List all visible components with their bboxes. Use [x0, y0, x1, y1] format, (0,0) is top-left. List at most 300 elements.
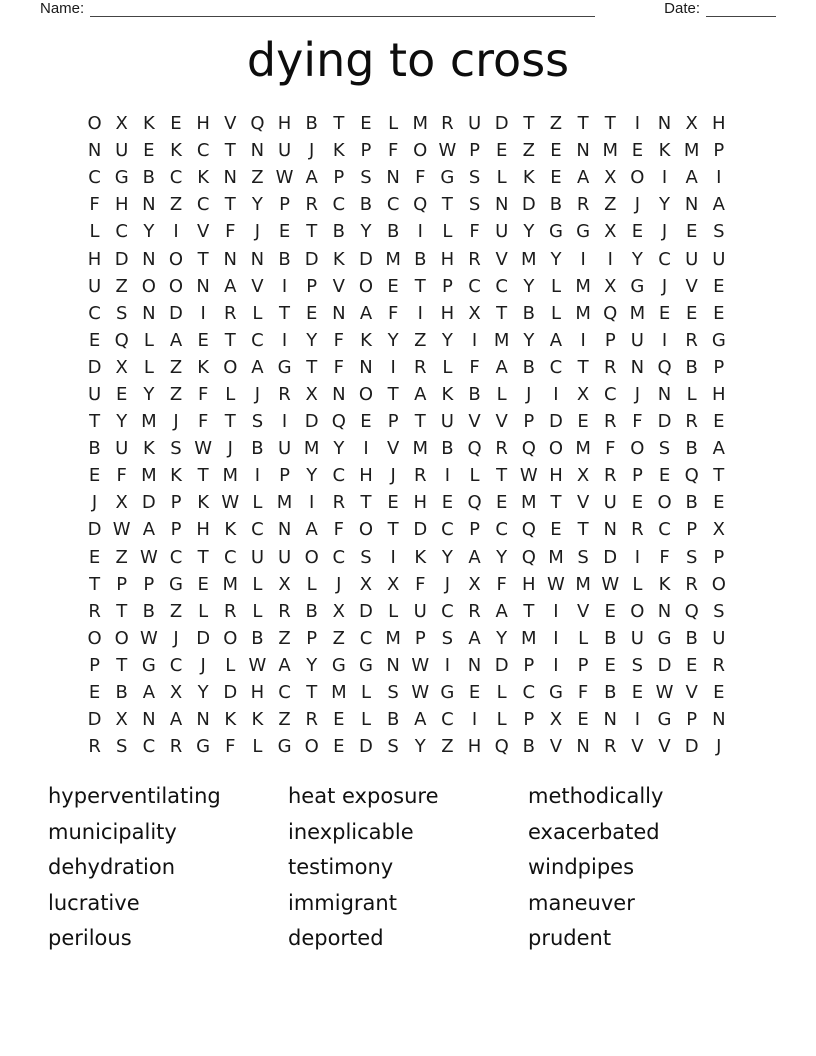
- grid-letter: F: [225, 221, 236, 243]
- grid-letter: B: [142, 600, 156, 622]
- grid-letter: E: [197, 329, 209, 351]
- grid-letter: S: [360, 546, 372, 568]
- grid-letter: G: [630, 275, 645, 297]
- grid-letter: I: [281, 275, 288, 297]
- grid-letter: F: [116, 465, 127, 487]
- grid-letter: M: [222, 465, 239, 487]
- grid-letter: E: [387, 492, 399, 514]
- grid-letter: K: [142, 113, 155, 135]
- grid-letter: K: [170, 140, 182, 162]
- word-list-item: perilous: [48, 926, 132, 951]
- grid-letter: C: [142, 736, 156, 758]
- grid-letter: W: [248, 654, 267, 676]
- grid-letter: U: [603, 492, 617, 514]
- grid-letter: U: [712, 248, 726, 270]
- grid-letter: X: [712, 519, 725, 541]
- grid-letter: A: [142, 519, 156, 541]
- grid-letter: Z: [549, 113, 563, 135]
- grid-letter: E: [441, 492, 454, 514]
- grid-letter: V: [386, 438, 400, 460]
- grid-letter: C: [603, 383, 617, 405]
- grid-letter: K: [658, 573, 671, 595]
- grid-letter: M: [412, 113, 429, 135]
- grid-letter: G: [196, 736, 211, 758]
- grid-letter: M: [412, 438, 429, 460]
- grid-letter: J: [526, 383, 532, 405]
- grid-letter: P: [360, 140, 372, 162]
- grid-letter: U: [630, 627, 644, 649]
- grid-letter: H: [467, 736, 482, 758]
- grid-letter: G: [657, 709, 672, 731]
- grid-letter: F: [496, 573, 507, 595]
- grid-letter: X: [576, 465, 590, 487]
- grid-letter: W: [221, 492, 240, 514]
- grid-letter: M: [385, 248, 401, 270]
- grid-letter: N: [467, 654, 482, 676]
- grid-letter: J: [336, 573, 342, 595]
- grid-letter: O: [223, 627, 238, 649]
- grid-letter: L: [360, 682, 371, 704]
- grid-letter: C: [495, 275, 508, 297]
- grid-letter: F: [333, 329, 345, 351]
- word-list-column: [288, 779, 528, 957]
- grid-letter: D: [304, 248, 319, 270]
- grid-letter: L: [496, 709, 507, 731]
- grid-letter: B: [251, 438, 264, 460]
- grid-letter: H: [549, 465, 563, 487]
- grid-letter: L: [442, 221, 453, 243]
- grid-letter: J: [634, 383, 641, 405]
- grid-letter: H: [712, 383, 726, 405]
- grid-letter: W: [275, 167, 294, 189]
- grid-letter: E: [604, 600, 616, 622]
- grid-letter: E: [713, 411, 725, 433]
- grid-letter: P: [116, 573, 128, 595]
- grid-letter: I: [390, 356, 396, 378]
- grid-letter: Y: [523, 221, 535, 243]
- grid-letter: G: [548, 221, 563, 243]
- grid-letter: I: [661, 167, 668, 189]
- grid-letter: T: [713, 465, 725, 487]
- grid-letter: I: [173, 221, 179, 243]
- grid-letter: F: [333, 356, 345, 378]
- grid-letter: D: [521, 194, 536, 216]
- grid-letter: A: [549, 329, 563, 351]
- grid-letter: C: [278, 682, 291, 704]
- grid-letter: U: [712, 627, 726, 649]
- grid-letter: V: [631, 736, 644, 758]
- grid-letter: N: [142, 248, 156, 270]
- grid-letter: S: [713, 221, 725, 243]
- grid-letter: C: [223, 546, 237, 568]
- grid-letter: R: [468, 248, 481, 270]
- grid-letter: N: [386, 167, 400, 189]
- grid-letter: U: [277, 438, 292, 460]
- grid-letter: G: [711, 329, 726, 351]
- grid-letter: N: [576, 140, 590, 162]
- grid-letter: A: [712, 194, 725, 216]
- grid-letter: R: [603, 465, 617, 487]
- grid-letter: E: [197, 573, 209, 595]
- grid-letter: M: [331, 682, 347, 704]
- grid-letter: H: [114, 194, 129, 216]
- grid-letter: C: [169, 654, 183, 676]
- grid-letter: I: [580, 329, 586, 351]
- grid-letter: E: [550, 519, 562, 541]
- grid-letter: X: [386, 573, 400, 595]
- grid-letter: K: [332, 248, 345, 270]
- grid-letter: B: [305, 600, 318, 622]
- grid-letter: X: [468, 302, 481, 324]
- grid-letter: C: [332, 546, 346, 568]
- grid-letter: W: [411, 682, 430, 704]
- grid-letter: N: [250, 248, 265, 270]
- grid-letter: C: [386, 194, 400, 216]
- grid-letter: T: [414, 411, 426, 433]
- grid-letter: L: [496, 167, 507, 189]
- grid-letter: D: [657, 654, 672, 676]
- word-list-item: hyperventilating: [48, 784, 221, 808]
- grid-letter: Z: [278, 627, 291, 649]
- grid-letter: W: [139, 546, 158, 568]
- grid-letter: V: [196, 221, 210, 243]
- grid-letter: T: [306, 682, 318, 704]
- grid-letter: R: [603, 411, 617, 433]
- grid-letter: F: [577, 682, 589, 704]
- grid-letter: D: [87, 356, 102, 378]
- grid-letter: X: [604, 221, 617, 243]
- grid-letter: B: [441, 438, 454, 460]
- grid-letter: H: [440, 248, 455, 270]
- grid-letter: Z: [441, 736, 454, 758]
- grid-letter: L: [388, 600, 399, 622]
- grid-letter: O: [358, 275, 374, 297]
- grid-letter: C: [549, 356, 563, 378]
- grid-letter: X: [278, 573, 291, 595]
- grid-letter: B: [685, 492, 698, 514]
- grid-letter: G: [331, 654, 346, 676]
- grid-letter: T: [577, 113, 589, 135]
- grid-letter: N: [223, 248, 237, 270]
- grid-letter: M: [575, 275, 591, 297]
- word-list-item: heat exposure: [288, 784, 439, 808]
- grid-letter: F: [659, 546, 670, 568]
- grid-letter: G: [576, 221, 591, 243]
- grid-letter: O: [87, 113, 102, 135]
- word-list-item: lucrative: [48, 890, 140, 915]
- grid-letter: O: [114, 627, 129, 649]
- grid-letter: I: [634, 546, 641, 568]
- grid-letter: Y: [523, 329, 535, 351]
- word-list-column: [528, 779, 768, 957]
- grid-letter: I: [281, 329, 288, 351]
- grid-letter: C: [88, 302, 101, 324]
- grid-letter: E: [577, 709, 589, 731]
- grid-letter: I: [580, 248, 586, 270]
- grid-letter: T: [577, 356, 589, 378]
- grid-letter: N: [712, 709, 726, 731]
- grid-letter: Z: [169, 383, 183, 405]
- grid-letter: Y: [659, 194, 671, 216]
- word-search-grid: [81, 110, 732, 760]
- grid-letter: I: [309, 492, 315, 514]
- grid-letter: L: [388, 113, 399, 135]
- grid-letter: T: [224, 411, 236, 433]
- grid-letter: G: [359, 654, 373, 676]
- grid-letter: P: [306, 275, 318, 297]
- grid-letter: B: [468, 383, 481, 405]
- grid-letter: C: [196, 140, 210, 162]
- grid-letter: T: [550, 492, 562, 514]
- grid-letter: A: [685, 167, 698, 189]
- word-list-item: prudent: [528, 926, 612, 951]
- grid-letter: O: [413, 140, 428, 162]
- grid-letter: F: [387, 302, 399, 324]
- grid-letter: A: [169, 329, 183, 351]
- grid-letter: M: [683, 140, 700, 162]
- grid-letter: Y: [631, 248, 643, 270]
- grid-letter: A: [495, 356, 508, 378]
- grid-letter: C: [441, 519, 454, 541]
- grid-letter: I: [200, 302, 206, 324]
- grid-letter: P: [686, 519, 698, 541]
- grid-letter: D: [359, 600, 373, 622]
- grid-letter: E: [685, 221, 698, 243]
- grid-letter: Y: [143, 383, 155, 405]
- grid-letter: P: [604, 329, 616, 351]
- grid-letter: M: [521, 492, 537, 514]
- grid-letter: O: [304, 736, 319, 758]
- grid-letter: A: [468, 627, 481, 649]
- grid-letter: Y: [387, 329, 399, 351]
- grid-letter: N: [684, 194, 699, 216]
- grid-letter: W: [519, 465, 538, 487]
- grid-letter: J: [254, 221, 261, 243]
- grid-letter: V: [332, 275, 345, 297]
- grid-letter: U: [250, 546, 264, 568]
- grid-letter: A: [169, 709, 183, 731]
- grid-letter: J: [444, 573, 451, 595]
- name-label: Name:: [40, 0, 85, 17]
- word-list-column: [48, 779, 288, 957]
- grid-letter: K: [170, 465, 182, 487]
- grid-letter: O: [168, 275, 184, 297]
- grid-letter: O: [630, 167, 645, 189]
- grid-letter: N: [657, 113, 672, 135]
- grid-letter: I: [444, 654, 451, 676]
- grid-letter: K: [197, 167, 210, 189]
- grid-letter: T: [387, 519, 399, 541]
- grid-letter: W: [601, 573, 620, 595]
- grid-letter: C: [495, 519, 508, 541]
- grid-letter: N: [603, 709, 617, 731]
- grid-letter: D: [87, 519, 102, 541]
- grid-letter: L: [252, 492, 263, 514]
- grid-letter: O: [657, 492, 672, 514]
- grid-letter: X: [115, 492, 128, 514]
- grid-letter: S: [468, 194, 481, 216]
- grid-letter: T: [197, 465, 209, 487]
- grid-letter: P: [469, 140, 480, 162]
- grid-letter: F: [89, 194, 100, 216]
- grid-letter: C: [196, 194, 210, 216]
- grid-letter: P: [523, 411, 535, 433]
- grid-letter: G: [440, 167, 455, 189]
- grid-letter: S: [577, 546, 589, 568]
- grid-letter: U: [87, 275, 102, 297]
- grid-letter: U: [87, 383, 102, 405]
- grid-letter: O: [711, 573, 726, 595]
- grid-letter: Z: [169, 194, 183, 216]
- grid-letter: U: [495, 221, 509, 243]
- grid-letter: N: [223, 167, 237, 189]
- grid-letter: T: [604, 113, 616, 135]
- grid-letter: K: [522, 167, 535, 189]
- grid-letter: T: [577, 519, 589, 541]
- grid-letter: E: [658, 465, 671, 487]
- grid-letter: P: [713, 546, 725, 568]
- grid-letter: R: [332, 492, 346, 514]
- grid-letter: M: [602, 140, 618, 162]
- grid-letter: Y: [496, 627, 508, 649]
- grid-letter: X: [685, 113, 698, 135]
- grid-letter: V: [576, 600, 590, 622]
- grid-letter: B: [604, 682, 617, 704]
- grid-letter: H: [196, 113, 210, 135]
- grid-letter: N: [657, 383, 672, 405]
- grid-letter: G: [141, 654, 156, 676]
- grid-letter: K: [332, 140, 345, 162]
- grid-letter: P: [279, 465, 290, 487]
- grid-letter: I: [553, 600, 559, 622]
- grid-letter: X: [604, 167, 617, 189]
- grid-letter: G: [277, 356, 292, 378]
- grid-letter: P: [631, 465, 643, 487]
- grid-letter: E: [631, 492, 644, 514]
- grid-letter: H: [277, 113, 292, 135]
- grid-letter: B: [386, 221, 400, 243]
- grid-letter: W: [139, 627, 158, 649]
- grid-letter: S: [360, 167, 372, 189]
- grid-letter: N: [196, 709, 210, 731]
- grid-letter: K: [197, 356, 210, 378]
- grid-letter: K: [360, 329, 372, 351]
- grid-letter: D: [359, 736, 373, 758]
- grid-letter: M: [141, 465, 157, 487]
- grid-letter: V: [549, 736, 563, 758]
- grid-letter: C: [251, 519, 264, 541]
- grid-letter: J: [91, 492, 98, 514]
- grid-letter: R: [278, 600, 291, 622]
- grid-letter: J: [390, 465, 396, 487]
- grid-letter: E: [360, 113, 372, 135]
- grid-letter: L: [143, 329, 154, 351]
- grid-letter: E: [88, 329, 101, 351]
- word-list-item: methodically: [528, 784, 664, 808]
- grid-letter: A: [495, 600, 508, 622]
- grid-letter: E: [713, 682, 725, 704]
- word-list: [48, 779, 788, 957]
- grid-letter: O: [630, 600, 645, 622]
- grid-letter: N: [87, 140, 102, 162]
- grid-letter: X: [169, 682, 183, 704]
- word-list-item: testimony: [288, 855, 394, 880]
- grid-letter: D: [196, 627, 211, 649]
- grid-letter: L: [469, 465, 480, 487]
- grid-letter: Y: [441, 329, 453, 351]
- grid-letter: W: [655, 682, 674, 704]
- grid-letter: T: [333, 113, 345, 135]
- grid-letter: F: [469, 221, 480, 243]
- grid-letter: F: [197, 411, 209, 433]
- grid-letter: T: [89, 411, 101, 433]
- grid-letter: X: [468, 573, 481, 595]
- grid-letter: C: [441, 600, 454, 622]
- grid-letter: O: [630, 438, 645, 460]
- grid-letter: R: [603, 736, 617, 758]
- grid-letter: R: [685, 329, 698, 351]
- grid-letter: Y: [306, 465, 318, 487]
- grid-letter: E: [360, 411, 372, 433]
- grid-letter: M: [493, 329, 510, 351]
- grid-letter: L: [550, 275, 561, 297]
- grid-letter: Y: [550, 248, 562, 270]
- word-list-item: municipality: [48, 819, 177, 844]
- grid-letter: E: [604, 654, 616, 676]
- grid-letter: U: [685, 248, 699, 270]
- grid-letter: R: [169, 736, 183, 758]
- grid-letter: A: [414, 709, 427, 731]
- grid-letter: B: [305, 113, 318, 135]
- grid-letter: I: [254, 465, 261, 487]
- grid-letter: O: [358, 383, 374, 405]
- grid-letter: D: [141, 492, 156, 514]
- grid-letter: I: [471, 329, 478, 351]
- grid-letter: B: [522, 302, 535, 324]
- grid-letter: N: [657, 600, 672, 622]
- grid-letter: V: [576, 492, 590, 514]
- grid-letter: F: [387, 140, 399, 162]
- grid-letter: B: [685, 438, 698, 460]
- grid-letter: Y: [306, 329, 318, 351]
- grid-letter: Y: [523, 275, 535, 297]
- grid-letter: U: [440, 411, 454, 433]
- grid-letter: O: [223, 356, 238, 378]
- grid-letter: X: [576, 383, 590, 405]
- grid-letter: H: [196, 519, 210, 541]
- grid-letter: Q: [603, 302, 618, 324]
- grid-letter: C: [441, 709, 454, 731]
- grid-letter: N: [142, 194, 156, 216]
- grid-letter: I: [553, 383, 559, 405]
- grid-letter: T: [224, 194, 236, 216]
- grid-letter: L: [252, 600, 263, 622]
- grid-letter: T: [360, 492, 372, 514]
- grid-letter: E: [333, 736, 345, 758]
- grid-letter: B: [359, 194, 373, 216]
- grid-letter: D: [413, 519, 428, 541]
- grid-letter: M: [385, 627, 401, 649]
- grid-letter: L: [496, 682, 507, 704]
- word-list-item: dehydration: [48, 855, 176, 880]
- grid-letter: P: [387, 411, 399, 433]
- grid-letter: J: [661, 275, 668, 297]
- grid-letter: R: [631, 519, 644, 541]
- grid-letter: B: [115, 682, 128, 704]
- grid-letter: Y: [143, 221, 155, 243]
- grid-letter: R: [576, 194, 590, 216]
- grid-letter: T: [387, 383, 399, 405]
